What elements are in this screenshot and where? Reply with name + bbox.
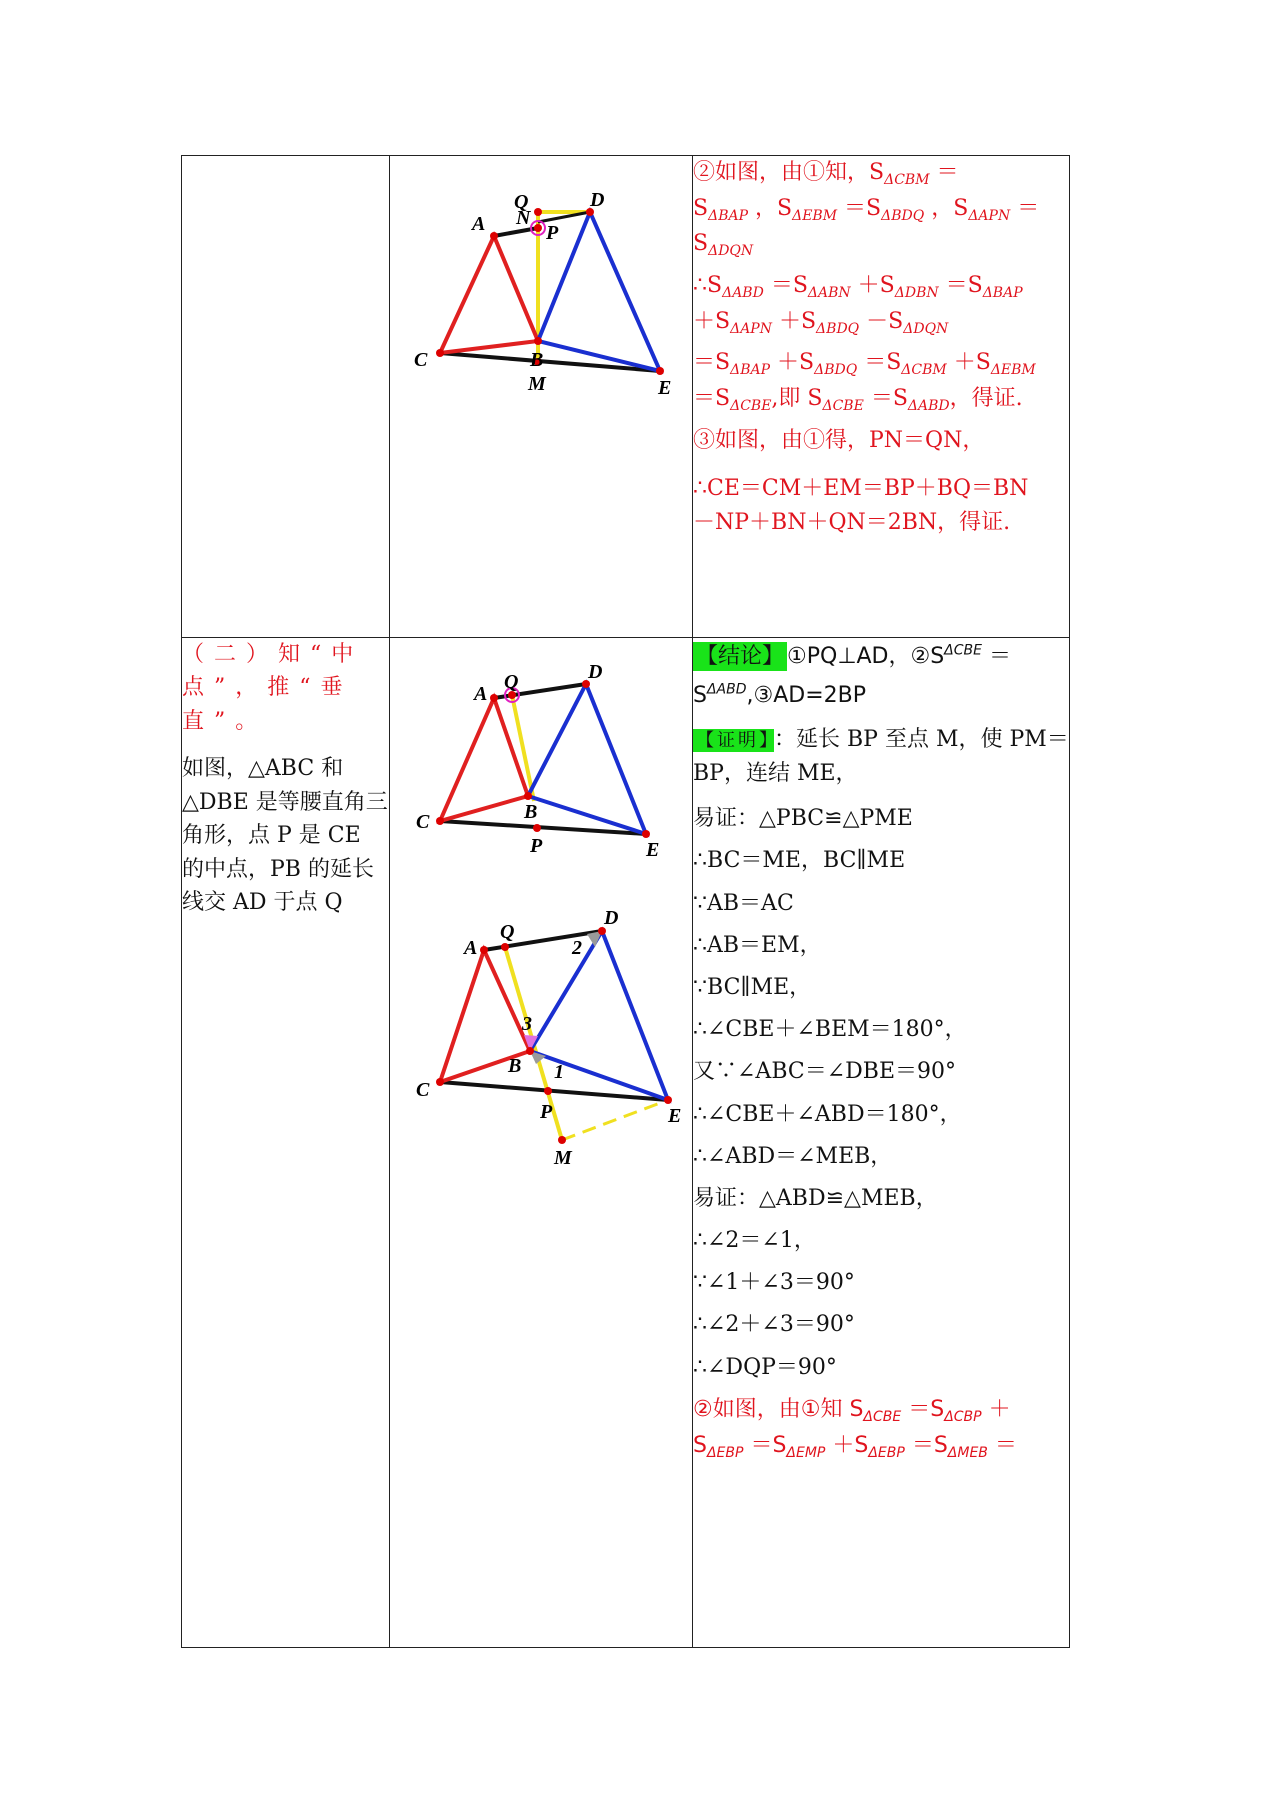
blue-triangle-dbe [528, 684, 646, 834]
label-q: Q [500, 921, 515, 943]
point-b [534, 337, 542, 345]
point-q [501, 943, 509, 951]
label-p: P [540, 1101, 553, 1123]
proof-step: ∴∠2＝∠1， [693, 1228, 816, 1254]
point-a [490, 232, 498, 240]
point-a [480, 946, 488, 954]
conclusion: 【结论】 ①PQ⊥AD，$②S^{\Delta CBE}$ ＝ $S^{\Delta ABD},③AD=2BP$ [693, 642, 1011, 708]
red-triangle-abc [440, 236, 538, 353]
point-e [642, 830, 650, 838]
row1-text-cell [693, 156, 1070, 638]
proof-tag: 【证明】 [693, 729, 774, 752]
section-heading: （二）知“中点”，推“垂直”。 [182, 642, 364, 734]
point-a [490, 694, 498, 702]
label-angle-1: 1 [554, 1061, 564, 1083]
row1-paragraph-2: $\therefore S_{\Delta ABD} =S_{\Delta ABN} +S_{\Delta DBN} =S_{\Delta BAP}$ $+S_{\Delta APN} +S_{\Delta BDQ} -S_{\Delta DQN}$ [693, 273, 1023, 337]
label-angle-3: 3 [522, 1013, 532, 1035]
proof-step: ∵AB＝AC [693, 890, 794, 916]
label-angle-2: 2 [572, 937, 582, 959]
row1-figure-cell [390, 156, 693, 638]
point-c [436, 817, 444, 825]
row1-paragraph-3: $=S_{\Delta BAP} +S_{\Delta BDQ} =S_{\Delta CBM} +S_{\Delta EBM}$ $=S_{\Delta CBE}$,即 $S_{\Delta CBE} =S_{\Delta ABD}$，得证. [693, 350, 1036, 415]
row1-paragraph-1: ②如图，由①知，$S_{\Delta CBM}$ ＝ $S_{\Delta BAP}$ ，$S_{\Delta EBM} =S_{\Delta BDQ}$ ，$S_{\Delta APN}$ ＝ $S_{\Delta DQN}$ [693, 160, 1040, 260]
label-e: E [658, 377, 672, 399]
label-n: N [516, 207, 531, 229]
point-p [533, 824, 541, 832]
figure-2b [416, 907, 681, 1169]
point-b [524, 792, 532, 800]
black-line-ce [440, 1082, 668, 1100]
label-a: A [464, 937, 478, 959]
proof-step: ∴∠CBE＋∠ABD＝180°， [693, 1101, 962, 1127]
label-d: D [588, 661, 603, 683]
blue-triangle-dbe [530, 931, 668, 1100]
row2-figure-cell [390, 638, 693, 1648]
label-b: B [530, 349, 544, 371]
label-a: A [472, 213, 486, 235]
label-b: B [524, 801, 538, 823]
row1-left-cell [182, 156, 390, 638]
point-p [534, 224, 542, 232]
proof-steps [693, 801, 1069, 1385]
dashed-line-me [562, 1100, 668, 1140]
row1-paragraph-4: ③如图，由①得，PN＝QN， [693, 427, 985, 453]
label-d: D [590, 189, 605, 211]
label-a: A [474, 683, 488, 705]
proof-step: ∴∠2＋∠3＝90° [693, 1312, 855, 1338]
proof-step: ∴∠DQP＝90° [693, 1354, 837, 1380]
label-b: B [508, 1055, 522, 1077]
table-row [182, 156, 1070, 638]
point-c [436, 1078, 444, 1086]
label-p: P [530, 835, 543, 857]
figure-2a [416, 661, 659, 861]
proof-intro: 【证明】 ：延长 BP 至点 M，使 PM＝BP，连结 ME， [693, 727, 1069, 787]
label-p: P [546, 222, 559, 244]
label-e: E [668, 1105, 682, 1127]
point-p [544, 1087, 552, 1095]
row2-left-cell [182, 638, 390, 1648]
point-c [436, 349, 444, 357]
proof-step: 易证：△PBC≌△PME [693, 806, 913, 832]
label-m: M [554, 1147, 572, 1169]
conclusion-tag: 【结论】 [693, 642, 787, 671]
label-e: E [646, 839, 660, 861]
problem-description: 如图，△ABC 和△DBE 是等腰直角三角形，点 P 是 CE 的中点，PB 的延长线交 AD 于点 Q [182, 756, 388, 916]
proof-step: 易证：△ABD≌△MEB， [693, 1185, 938, 1211]
point-q [534, 208, 542, 216]
proof-step: ∴∠ABD＝∠MEB， [693, 1143, 893, 1169]
proof-step: ∴AB＝EM， [693, 932, 822, 958]
row1-paragraph-5: ∴CE＝CM＋EM＝BP＋BQ＝BN －NP＋BN＋QN＝2BN，得证. [693, 475, 1029, 535]
point-e [664, 1096, 672, 1104]
point-b [526, 1047, 534, 1055]
label-c: C [414, 349, 428, 371]
label-c: C [416, 1079, 430, 1101]
point-e [656, 367, 664, 375]
proof-step: ∴BC＝ME，BC∥ME [693, 848, 906, 874]
label-m: M [528, 373, 546, 395]
point-m [558, 1136, 566, 1144]
content-table [181, 155, 1070, 1648]
label-q: Q [504, 671, 519, 693]
table-row [182, 638, 1070, 1648]
figure-triangles-1 [390, 156, 692, 436]
label-q: Q [514, 191, 529, 213]
label-d: D [604, 907, 619, 929]
proof-step: ∵BC∥ME， [693, 974, 812, 1000]
proof-step: 又∵∠ABC＝∠DBE＝90° [693, 1059, 957, 1085]
proof-step: ∵∠1＋∠3＝90° [693, 1270, 855, 1296]
label-c: C [416, 811, 430, 833]
row2-text-cell [693, 638, 1070, 1648]
figure-triangles-2 [390, 638, 692, 1178]
last-paragraph: ②如图，由①知 $S_{\Delta CBE} =S_{\Delta CBP}$ ＋ $S_{\Delta EBP} =S_{\Delta EMP} +S_{\Delta EBP} =S_{\Delta MEB}$ ＝ [693, 1396, 1017, 1462]
proof-step: ∴∠CBE＋∠BEM＝180°， [693, 1017, 967, 1043]
